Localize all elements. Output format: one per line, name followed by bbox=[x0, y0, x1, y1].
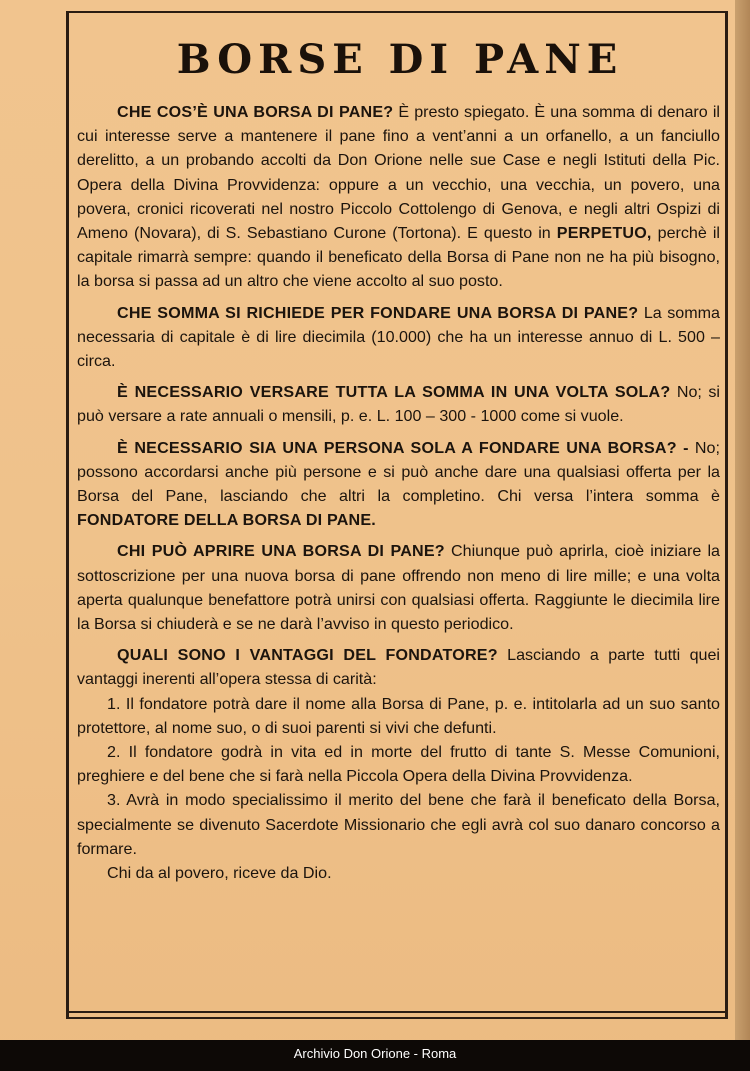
list-item: 2. Il fondatore godrà in vita ed in morte del frutto di tante S. Messe Comunioni, preghiere e del bene che si farà nella Piccola Opera della Divina Provvidenza. bbox=[77, 743, 720, 786]
section-advantages bbox=[77, 643, 720, 691]
closing-line: Chi da al povero, riceve da Dio. bbox=[107, 864, 332, 883]
answer-text: La somma necessaria di capitale è di lire diecimila (10.000) che ha un interesse annuo di L. 500 – circa. bbox=[77, 303, 721, 371]
section-what-is bbox=[77, 100, 720, 294]
question-heading: CHI PUÒ APRIRE UNA BORSA DI PANE? bbox=[117, 542, 445, 561]
section-founders bbox=[77, 436, 720, 533]
bottom-rule bbox=[66, 1011, 726, 1013]
answer-text: È presto spiegato. È una somma di denaro il cui interesse serve a mantenere il pane fino a vent’anni a un orfanello, a un fanciullo derelitto, a un probando accolti da Don Orione nelle sue Case e negli Istituti della Pic. Opera della Divina Provvidenza: oppure a un vecchio, una vecchia, un povero, una povera, cronici ricoverati nel nostro Piccolo Cottolengo di Genova, e negli altri Ospizi di Ameno (Novara), di S. Sebastiano Curone (Tortona). E questo in bbox=[77, 103, 720, 243]
list-item: 1. Il fondatore potrà dare il nome alla Borsa di Pane, p. e. intitolarla ad un suo santo protettore, al nome suo, o di suoi parenti si vivi che defunti. bbox=[77, 694, 720, 737]
question-heading: È NECESSARIO SIA UNA PERSONA SOLA A FONDARE UNA BORSA? - bbox=[117, 438, 689, 457]
page-title: BORSE DI PANE bbox=[176, 36, 624, 83]
list-item: 3. Avrà in modo specialissimo il merito del bene che farà il beneficato della Borsa, specialmente se divenuto Sacerdote Missionario che egli avrà col suo danaro concorso a formare. bbox=[77, 791, 720, 858]
archive-credit: Archivio Don Orione - Roma bbox=[293, 1046, 457, 1061]
answer-text: No; possono accordarsi anche più persone e si può anche dare una qualsiasi offerta per la Borsa del Pane, lasciando che altri la completino. Chi versa l’intera somma è bbox=[77, 438, 720, 506]
question-heading: È NECESSARIO VERSARE TUTTA LA SOMMA IN UNA VOLTA SOLA? bbox=[117, 383, 671, 402]
question-heading: QUALI SONO I VANTAGGI DEL FONDATORE? bbox=[117, 646, 498, 665]
question-heading: CHE SOMMA SI RICHIEDE PER FONDARE UNA BORSA DI PANE? bbox=[117, 303, 639, 322]
question-heading: CHE COS’È UNA BORSA DI PANE? bbox=[117, 103, 394, 121]
article-body bbox=[77, 100, 720, 885]
answer-text: No; si può versare a rate annuali o mensili, p. e. L. 100 – 300 - 1000 come si vuole. bbox=[77, 383, 720, 426]
answer-text: Chiunque può aprirla, cioè iniziare la sottoscrizione per una nuova borsa di pane offrendo non meno di lire mille; e una volta aperta qualunque benefattore potrà unirsi con qualsiasi offerta. Raggiunte le diecimila lire la Borsa si chiuderà e se ne darà l’avviso in questo periodico. bbox=[77, 542, 720, 634]
answer-text: perchè il capitale rimarrà sempre: quando il beneficato della Borsa di Pane non ne ha più bisogno, la borsa si passa ad un altro che viene accolto al suo posto. bbox=[77, 224, 720, 291]
emphasis-text: FONDATORE DELLA BORSA DI PANE. bbox=[77, 511, 376, 530]
page-edge-shadow bbox=[735, 0, 750, 1071]
section-who-can-open bbox=[77, 539, 720, 636]
answer-text: Lasciando a parte tutti quei vantaggi inerenti all’opera stessa di carità: bbox=[77, 646, 720, 689]
section-payment bbox=[77, 380, 720, 428]
emphasis-text: PERPETUO, bbox=[556, 224, 652, 243]
section-amount bbox=[77, 301, 720, 374]
